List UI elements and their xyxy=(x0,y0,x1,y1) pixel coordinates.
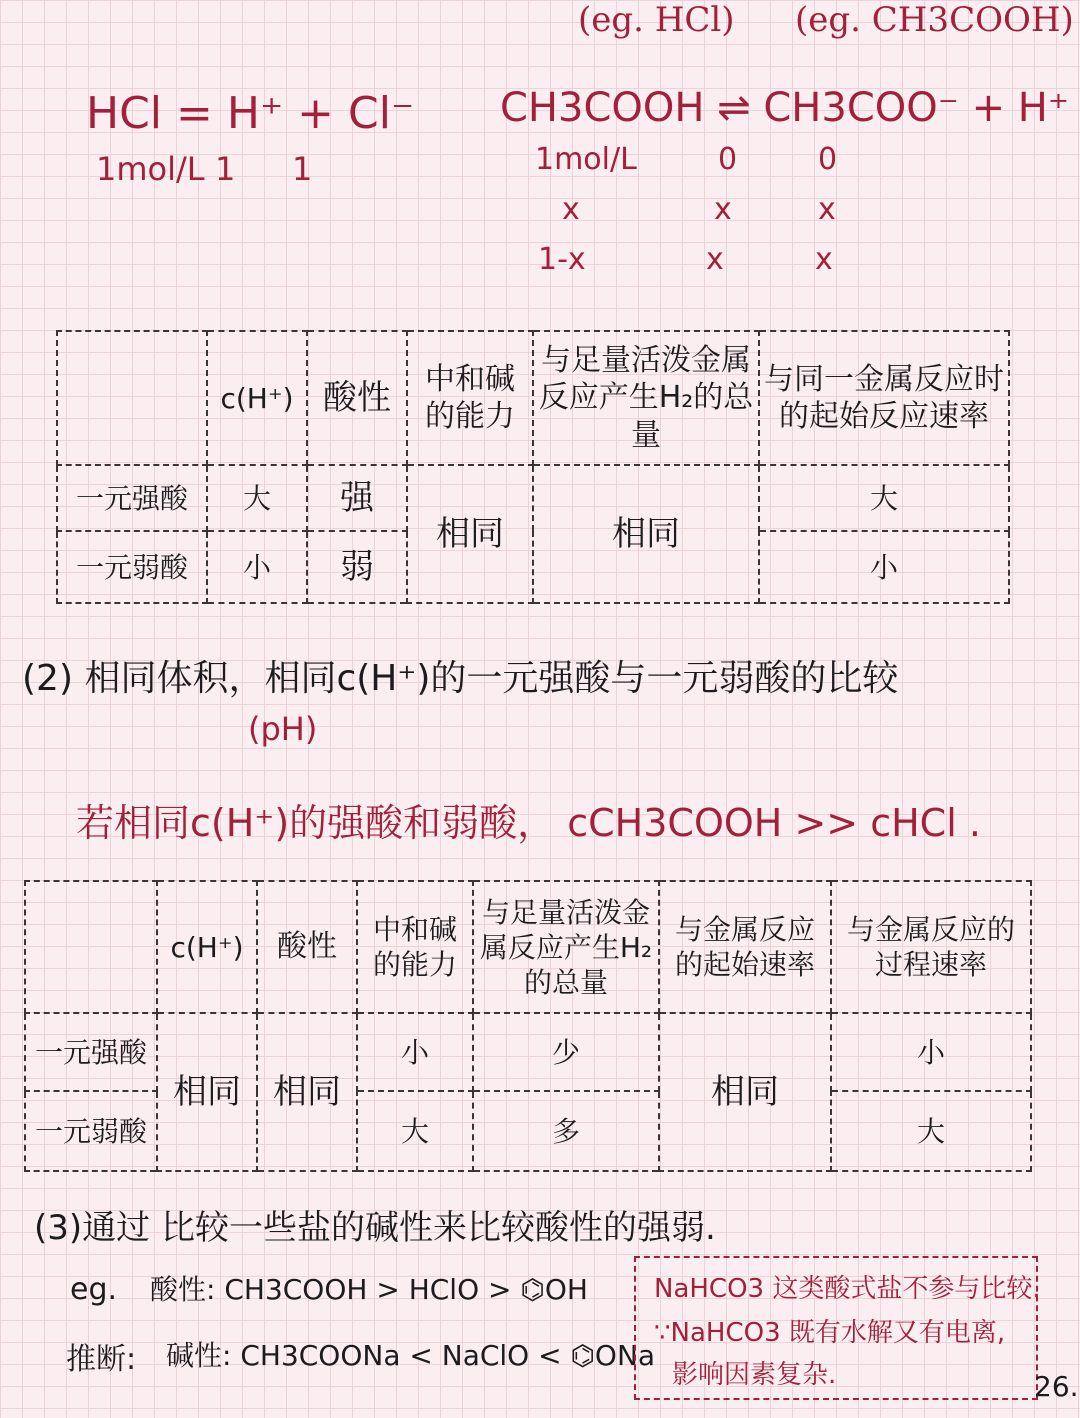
weak-acid-example: (eg. CH3COOH) xyxy=(795,0,1074,40)
table2-header-start-rate: 与金属反应的起始速率 xyxy=(659,881,831,1013)
ac-row2-a: x xyxy=(562,192,580,227)
comparison-table-1 xyxy=(56,330,1010,604)
table2-row-strong: 一元强酸 xyxy=(25,1013,157,1091)
table1-h2: 相同 xyxy=(533,465,759,603)
hcl-h: 1 xyxy=(215,150,236,188)
hcl-equation: HCl = H⁺ + Cl⁻ xyxy=(86,88,415,139)
table2-strong-h2: 少 xyxy=(473,1013,659,1091)
table2-header-acidity: 酸性 xyxy=(257,881,357,1013)
table2-header-process-rate: 与金属反应的过程速率 xyxy=(831,881,1031,1013)
acetic-equation: CH3COOH ⇌ CH3COO⁻ + H⁺ xyxy=(500,85,1069,131)
ac-row3-a: 1-x xyxy=(538,242,586,277)
page-number: 26. xyxy=(1034,1370,1079,1403)
section2-ph-note: (pH) xyxy=(248,710,318,748)
hcl-cl: 1 xyxy=(292,150,313,188)
section3-eg-label: eg. xyxy=(70,1272,118,1307)
strong-acid-example: (eg. HCl) xyxy=(578,0,735,40)
ac-row1-a: 1mol/L xyxy=(535,142,637,177)
section2-note: 若相同c(H⁺)的强酸和弱酸， cCH3COOH >> cHCl . xyxy=(76,801,981,845)
note-line-2: ∵NaHCO3 既有水解又有电离, xyxy=(654,1318,1006,1348)
ac-row1-c: 0 xyxy=(818,142,838,177)
note-line-3: 影响因素复杂. xyxy=(672,1360,837,1390)
table1-weak-rate: 小 xyxy=(759,531,1009,603)
table2-strong-process-rate: 小 xyxy=(831,1013,1031,1091)
table1-header-h2: 与足量活泼金属反应产生H₂的总量 xyxy=(533,331,759,465)
table2-weak-neutralize: 大 xyxy=(357,1091,473,1171)
ac-row2-c: x xyxy=(818,192,836,227)
table2-acidity: 相同 xyxy=(257,1013,357,1171)
table2-start-rate: 相同 xyxy=(659,1013,831,1171)
table1-strong-ch: 大 xyxy=(207,465,307,531)
table1-strong-acidity: 强 xyxy=(307,465,407,531)
table1-header-ch: c(H⁺) xyxy=(207,331,307,465)
table1-neutralize: 相同 xyxy=(407,465,533,603)
ac-row3-c: x xyxy=(815,242,833,277)
note-line-1: NaHCO3 这类酸式盐不参与比较. xyxy=(654,1274,1041,1304)
note-box xyxy=(634,1256,1041,1400)
table2-corner xyxy=(25,881,157,1013)
table2-header-h2: 与足量活泼金属反应产生H₂的总量 xyxy=(473,881,659,1013)
ac-row1-b: 0 xyxy=(718,142,738,177)
table2-strong-neutralize: 小 xyxy=(357,1013,473,1091)
table2-header-ch: c(H⁺) xyxy=(157,881,257,1013)
hcl-conc: 1mol/L xyxy=(96,150,205,188)
table1-header-acidity: 酸性 xyxy=(307,331,407,465)
section3-infer-label: 推断: xyxy=(66,1342,137,1377)
table1-weak-ch: 小 xyxy=(207,531,307,603)
table2-row-weak: 一元弱酸 xyxy=(25,1091,157,1171)
table1-header-rate: 与同一金属反应时的起始反应速率 xyxy=(759,331,1009,465)
section3-eg-text: 酸性: CH3COOH > HClO > ⌬OH xyxy=(150,1273,588,1306)
table2-weak-h2: 多 xyxy=(473,1091,659,1171)
section3-title: (3)通过 比较一些盐的碱性来比较酸性的强弱. xyxy=(34,1208,716,1248)
table1-strong-rate: 大 xyxy=(759,465,1009,531)
table1-row-strong: 一元强酸 xyxy=(57,465,207,531)
table1-weak-acidity: 弱 xyxy=(307,531,407,603)
section2-title: (2) 相同体积，相同c(H⁺)的一元强酸与一元弱酸的比较 xyxy=(22,658,899,699)
comparison-table-2 xyxy=(24,880,1032,1172)
table1-corner xyxy=(57,331,207,465)
table1-row-weak: 一元弱酸 xyxy=(57,531,207,603)
table1-header-neutralize: 中和碱的能力 xyxy=(407,331,533,465)
table2-header-neutralize: 中和碱的能力 xyxy=(357,881,473,1013)
ac-row3-b: x xyxy=(706,242,724,277)
section3-infer-text: 碱性: CH3COONa < NaClO < ⌬ONa xyxy=(166,1339,656,1372)
ac-row2-b: x xyxy=(714,192,732,227)
table2-ch: 相同 xyxy=(157,1013,257,1171)
table2-weak-process-rate: 大 xyxy=(831,1091,1031,1171)
